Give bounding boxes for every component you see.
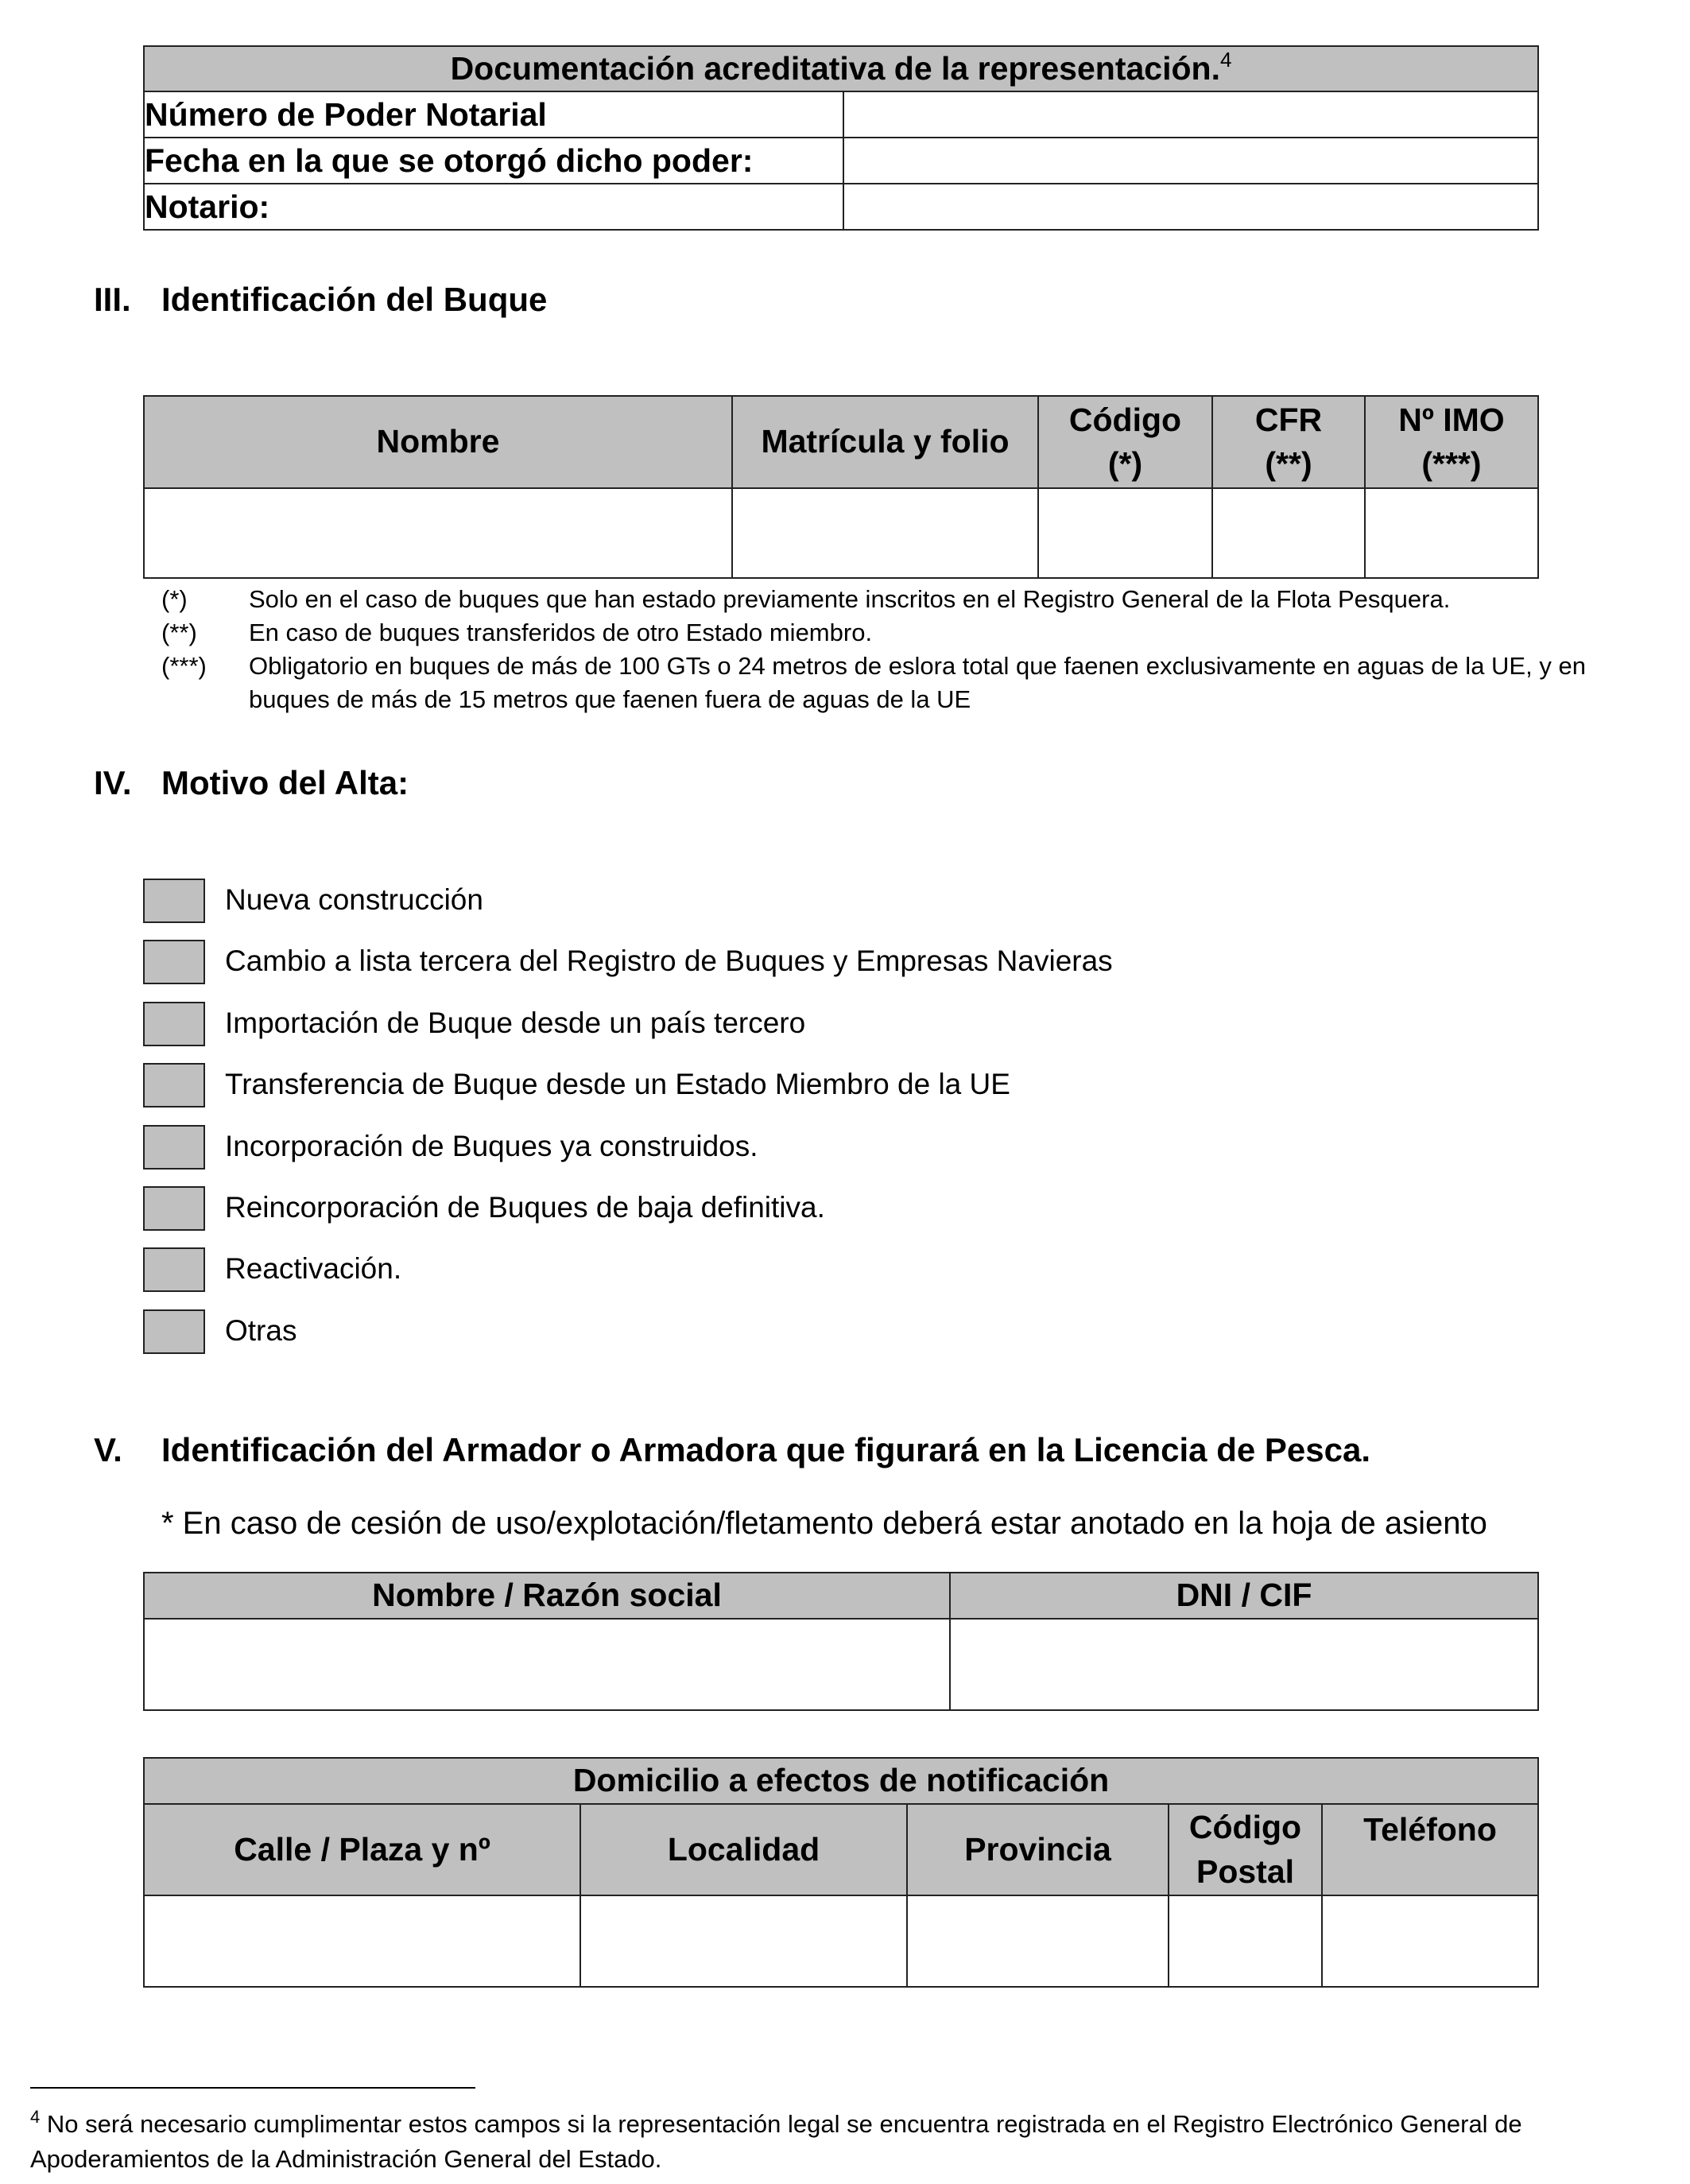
owner-col-id: DNI / CIF: [950, 1573, 1538, 1619]
reason-checkbox[interactable]: [143, 1063, 205, 1108]
note-text: buques de más de 15 metros que faenen fuera de aguas de la UE: [249, 685, 971, 713]
representation-title: Documentación acreditativa de la representación.$^4$: [144, 46, 1538, 91]
reason-checkbox[interactable]: [143, 1309, 205, 1354]
address-col-province: Provincia: [907, 1804, 1169, 1895]
address-title: Domicilio a efectos de notificación: [144, 1758, 1538, 1804]
power-of-attorney-number-label: Número de Poder Notarial: [144, 91, 843, 138]
notary-label: Notario:: [144, 184, 843, 230]
vessel-notes: [161, 583, 1672, 718]
reason-label: Transferencia de Buque desde un Estado Miembro de la UE: [225, 1068, 1010, 1100]
reason-option-reactivation: [143, 1247, 1256, 1295]
owner-id-field[interactable]: [950, 1619, 1538, 1710]
footnote: [30, 2107, 1620, 2177]
address-street-field[interactable]: [144, 1895, 580, 1987]
address-col-street: Calle / Plaza y nº: [144, 1804, 580, 1895]
vessel-imo-field[interactable]: [1365, 488, 1538, 578]
section-4-title: Motivo del Alta:: [161, 764, 409, 801]
vessel-col-registration: Matrícula y folio: [732, 396, 1038, 488]
power-granted-date-field[interactable]: [843, 138, 1538, 184]
reason-checkbox[interactable]: [143, 940, 205, 984]
section-3-title: Identificación del Buque: [161, 281, 548, 318]
vessel-registration-field[interactable]: [732, 488, 1038, 578]
address-locality-field[interactable]: [580, 1895, 907, 1987]
reason-option-existing-vessels: [143, 1125, 1256, 1173]
address-col-postal-code: Código Postal: [1169, 1804, 1322, 1895]
address-col-locality: Localidad: [580, 1804, 907, 1895]
reason-label: Reactivación.: [225, 1252, 402, 1285]
section-3-number: III.: [94, 281, 131, 318]
owner-name-field[interactable]: [144, 1619, 950, 1710]
section-4-number: IV.: [94, 764, 132, 801]
reason-label: Reincorporación de Buques de baja definitiva.: [225, 1191, 825, 1224]
reason-option-import: [143, 1002, 1256, 1049]
reason-option-new-construction: [143, 879, 1256, 926]
section-3-heading: [94, 281, 1048, 328]
vessel-col-code: Código (*): [1038, 396, 1212, 488]
vessel-cfr-field[interactable]: [1212, 488, 1365, 578]
address-postal-code-field[interactable]: [1169, 1895, 1322, 1987]
power-of-attorney-number-field[interactable]: [843, 91, 1538, 138]
representation-table: [143, 45, 1539, 231]
vessel-name-field[interactable]: [144, 488, 732, 578]
reason-option-list-change: [143, 940, 1256, 987]
section-5-subnote: * En caso de cesión de uso/explotación/fletamento deberá estar anotado en la hoja de asiento: [161, 1506, 1487, 1541]
vessel-col-name: Nombre: [144, 396, 732, 488]
reason-checkbox[interactable]: [143, 1186, 205, 1231]
address-phone-field[interactable]: [1322, 1895, 1538, 1987]
reason-checkbox[interactable]: [143, 1125, 205, 1170]
vessel-col-cfr: CFR (**): [1212, 396, 1365, 488]
note-text: Solo en el caso de buques que han estado previamente inscritos en el Registro General de la Flota Pesquera.: [249, 585, 1451, 613]
reason-option-other: [143, 1309, 1256, 1357]
section-5-heading: [94, 1431, 1604, 1479]
note-mark: (***): [161, 652, 207, 680]
owner-table: [143, 1572, 1539, 1711]
owner-col-name: Nombre / Razón social: [144, 1573, 950, 1619]
footnote-separator: [30, 2087, 475, 2089]
address-table: [143, 1757, 1539, 1988]
footnote-text: No será necesario cumplimentar estos campos si la representación legal se encuentra registrada en el Registro Electrónico General de Apoderamientos de la Administración General del Estado.: [30, 2110, 1522, 2173]
note-text: Obligatorio en buques de más de 100 GTs o 24 metros de eslora total que faenen exclusivamente en aguas de la UE, y en: [249, 652, 1586, 680]
address-col-phone: Teléfono: [1322, 1804, 1538, 1895]
reason-option-reincorporation: [143, 1186, 1256, 1234]
vessel-col-imo: Nº IMO (***): [1365, 396, 1538, 488]
reason-checkbox[interactable]: [143, 1247, 205, 1292]
reason-label: Cambio a lista tercera del Registro de Buques y Empresas Navieras: [225, 945, 1113, 977]
notary-field[interactable]: [843, 184, 1538, 230]
vessel-code-field[interactable]: [1038, 488, 1212, 578]
section-4-heading: [94, 764, 1048, 812]
reason-option-eu-transfer: [143, 1063, 1256, 1111]
reason-checkbox[interactable]: [143, 879, 205, 923]
reason-label: Otras: [225, 1314, 297, 1347]
power-granted-date-label: Fecha en la que se otorgó dicho poder:: [144, 138, 843, 184]
note-mark: (*): [161, 585, 188, 613]
footnote-mark: 4: [30, 2107, 41, 2127]
reason-checkbox[interactable]: [143, 1002, 205, 1046]
reason-label: Nueva construcción: [225, 883, 483, 916]
note-mark: (**): [161, 619, 197, 646]
section-5-number: V.: [94, 1431, 122, 1468]
note-text: En caso de buques transferidos de otro Estado miembro.: [249, 619, 873, 646]
reason-label: Importación de Buque desde un país tercero: [225, 1007, 806, 1039]
section-5-title: Identificación del Armador o Armadora que figurará en la Licencia de Pesca.: [161, 1431, 1371, 1468]
address-province-field[interactable]: [907, 1895, 1169, 1987]
reason-label: Incorporación de Buques ya construidos.: [225, 1130, 758, 1162]
footnote-ref: 4: [1219, 48, 1232, 72]
vessel-table: [143, 395, 1539, 579]
